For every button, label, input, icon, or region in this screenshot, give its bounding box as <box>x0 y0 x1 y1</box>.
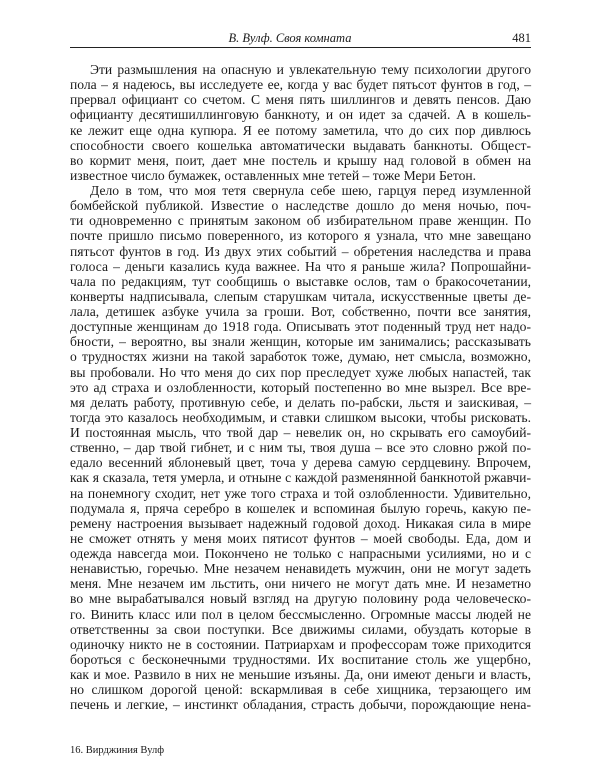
text-line: го. Винить класс или пол в целом бессмысленно. Огромные массы людей не <box>70 606 531 622</box>
text-line: одиночку никто не в состоянии. Патриархам и профессорам тоже приходится <box>70 636 531 652</box>
text-line: ремену настроения вызывает надежный годовой доход. Никакая сила в мире <box>70 515 531 531</box>
text-line: конверты надписывала, слепым старушкам читала, искусственные цветы де- <box>70 288 531 304</box>
text-line: одежда навсегда мои. Покончено не только с напрасными усилиями, но и с <box>70 546 531 561</box>
text-line: бороться с бесконечными трудностями. Их воспитание столь же ущербно, <box>70 651 531 667</box>
text-line: И постоянная мысль, что твой дар – невелик он, но скрывать его самоубий- <box>70 425 531 440</box>
page-number: 481 <box>512 31 531 45</box>
signature-footer: 16. Вирджиния Вулф <box>70 745 165 756</box>
text-line: прервал официант со счетом. С меня пять шиллингов и девять пенсов. Даю <box>70 92 531 108</box>
body-text <box>70 62 531 712</box>
text-line: на понемногу сходит, нет уже того страха и той озлобленности. Удивительно, <box>70 485 531 501</box>
text-line: ненавистью, горечью. Мне незачем ненавидеть мужчин, они не могут задеть <box>70 561 531 577</box>
text-line: как я сказала, тетя умерла, и отныне с каждой разменянной банкнотой ржавчи- <box>70 470 531 486</box>
text-line: меня. Мне незачем им льстить, они ничего не могут дать мне. И незаметно <box>70 576 531 592</box>
text-line: доступные женщинам до 1918 года. Описывать этот поденный труд нет надо- <box>70 319 531 335</box>
text-line: Дело в том, что моя тетя свернула себе шею, гарцуя перед изумленной <box>90 183 531 198</box>
paragraph <box>70 62 531 183</box>
text-line: как и мое. Развило в них не меньшие изъяны. Да, они имеют деньги и власть, <box>70 667 531 682</box>
text-line: но слишком дорогой ценой: вскармливая в себе хищника, терзающего им <box>70 682 531 698</box>
text-line: во мне вырабатывался новый взгляд на другую половину рода человеческо- <box>70 591 531 607</box>
text-line: о трудностях жизни на такой заработок тоже, думаю, нет смысла, возможно, <box>70 349 531 365</box>
text-line: почте пришло письмо поверенного, из которого я узнала, что мне завещано <box>70 228 531 244</box>
text-line: чала по редакциям, тут сообщишь о выставке ослов, там о бракосочетании, <box>70 273 531 289</box>
text-line: бомбейской публикой. Известие о наследстве дошло до меня ночью, поч- <box>70 198 531 214</box>
text-line: пола – я надеюсь, вы исследуете ее, когда у вас будет пятьсот фунтов в год, – <box>70 77 531 93</box>
text-line: ответственны за свои поступки. Все движимы силами, обуздать которые в <box>70 621 531 637</box>
paragraph <box>70 183 531 712</box>
text-line: пятьсот фунтов в год. Из двух этих событий – обретения наследства и права <box>70 243 531 259</box>
text-line: ке лежит еще одна купюра. Я ее потому заметила, что до сих пор дивлюсь <box>70 122 531 138</box>
text-line: лала, детишек азбуке учила за гроши. Вот, собственно, почти все занятия, <box>70 304 531 319</box>
text-line: ственно, – дар твой гибнет, и с ним ты, твоя душа – все это словно ржой по- <box>70 440 531 456</box>
running-header <box>70 31 531 48</box>
running-title: В. Вулф. Своя комната <box>228 31 352 45</box>
text-line: во кормит меня, поит, дает мне постель и крышу над головой в обмен на <box>70 152 531 168</box>
text-line: печень и легкие, – инстинкт обладания, страсть добычи, порождающие нена- <box>70 697 531 713</box>
text-line: это ад страха и озлобленности, который постепенно во мне вызрел. Все вре- <box>70 379 531 395</box>
text-line: голоса – деньги казались куда важнее. На что я раньше жила? Попрошайни- <box>70 258 531 274</box>
text-line: едало весенний яблоневый цвет, точа у дерева самую сердцевину. Впрочем, <box>70 455 531 471</box>
text-line: Эти размышления на опасную и увлекательную тему психологии другого <box>90 62 531 77</box>
text-line: тогда это казалось необходимым, и ставки слишком высоки, чтобы рисковать. <box>70 409 531 425</box>
text-line: ти одновременно с принятым законом об избирательном праве женщин. По <box>70 213 531 229</box>
text-line: бности, – вероятно, вы знали женщин, которые им занимались; рассказывать <box>70 334 531 350</box>
text-line: вы пробовали. Но что меня до сих пор преследует хуже любых напастей, так <box>70 364 531 380</box>
text-line: официанту десятишиллинговую банкноту, и он идет за сдачей. А в кошель- <box>70 107 531 123</box>
text-line: известное число бумажек, оставленных мне тетей – тоже Мери Бетон. <box>70 167 477 183</box>
text-line: не сможет отнять у меня моих пятисот фунтов – моей свободы. Еда, дом и <box>70 530 531 546</box>
text-line: мя делать работу, противную себе, и делать по-рабски, льстя и заискивая, – <box>70 394 531 410</box>
text-line: подумала я, пряча серебро в кошелек и вспоминая былую горечь, какую пе- <box>70 500 531 516</box>
text-line: способности своего кошелька автоматически выдавать банкноты. Общест- <box>70 137 531 153</box>
